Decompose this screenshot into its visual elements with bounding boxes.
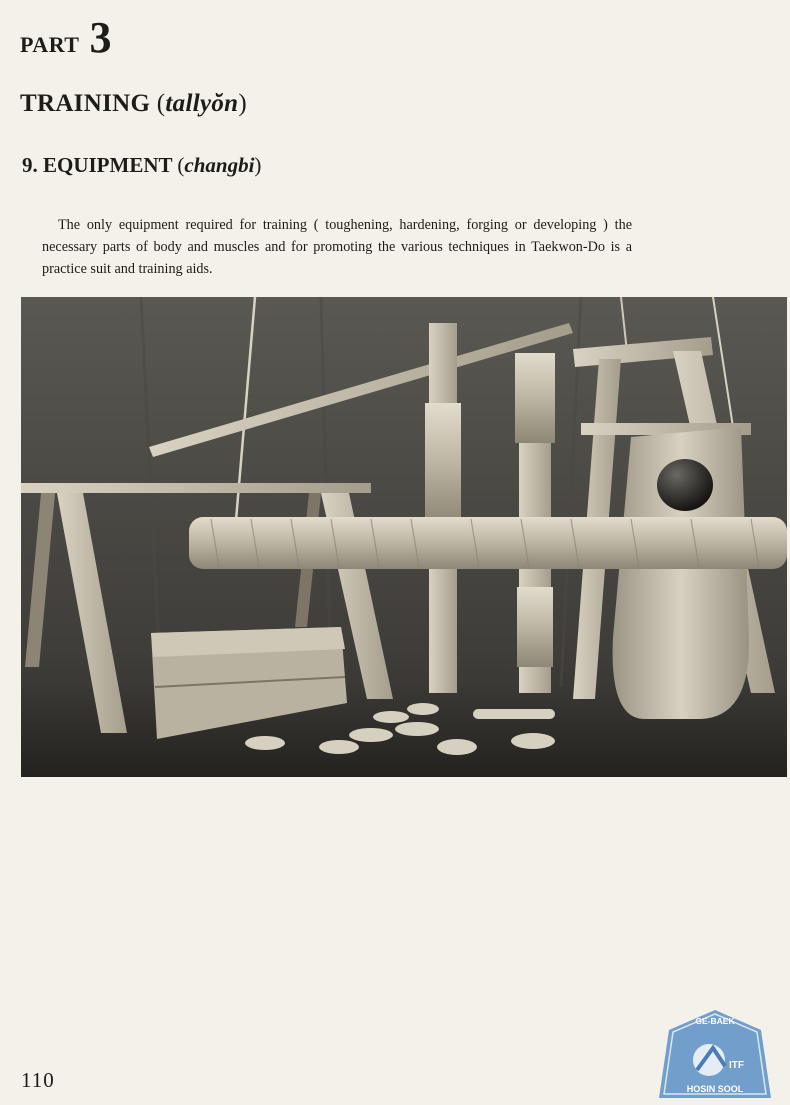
part-heading bbox=[20, 13, 112, 62]
training-equipment-illustration bbox=[21, 297, 787, 777]
page-number: 110 bbox=[21, 1068, 55, 1092]
section-title: TRAINING (tallyŏn) bbox=[20, 90, 247, 117]
subsection-romanized: changbi bbox=[184, 153, 255, 177]
ge-baek-logo bbox=[653, 1008, 777, 1100]
logo-top-text: GE-BAEK bbox=[695, 1016, 735, 1026]
part-label: PART bbox=[20, 32, 80, 57]
logo-bottom-text: HOSIN SOOL bbox=[686, 1084, 744, 1094]
section-romanized: tallyŏn bbox=[165, 90, 239, 117]
body-paragraph: The only equipment required for training ( toughening, hardening, forging or developing ) the necessary parts of body and muscles and for promoting the various techniques in Taekwon-Do is a practice suit and training aids. bbox=[42, 217, 632, 278]
subsection-title-text: 9. EQUIPMENT bbox=[22, 153, 173, 177]
section-title-text: TRAINING bbox=[20, 90, 151, 117]
part-number: 3 bbox=[89, 13, 112, 62]
training-equipment-photo bbox=[21, 297, 787, 777]
logo-middle-text: ITF bbox=[729, 1060, 744, 1071]
subsection-title: 9. EQUIPMENT (changbi) bbox=[22, 153, 262, 177]
